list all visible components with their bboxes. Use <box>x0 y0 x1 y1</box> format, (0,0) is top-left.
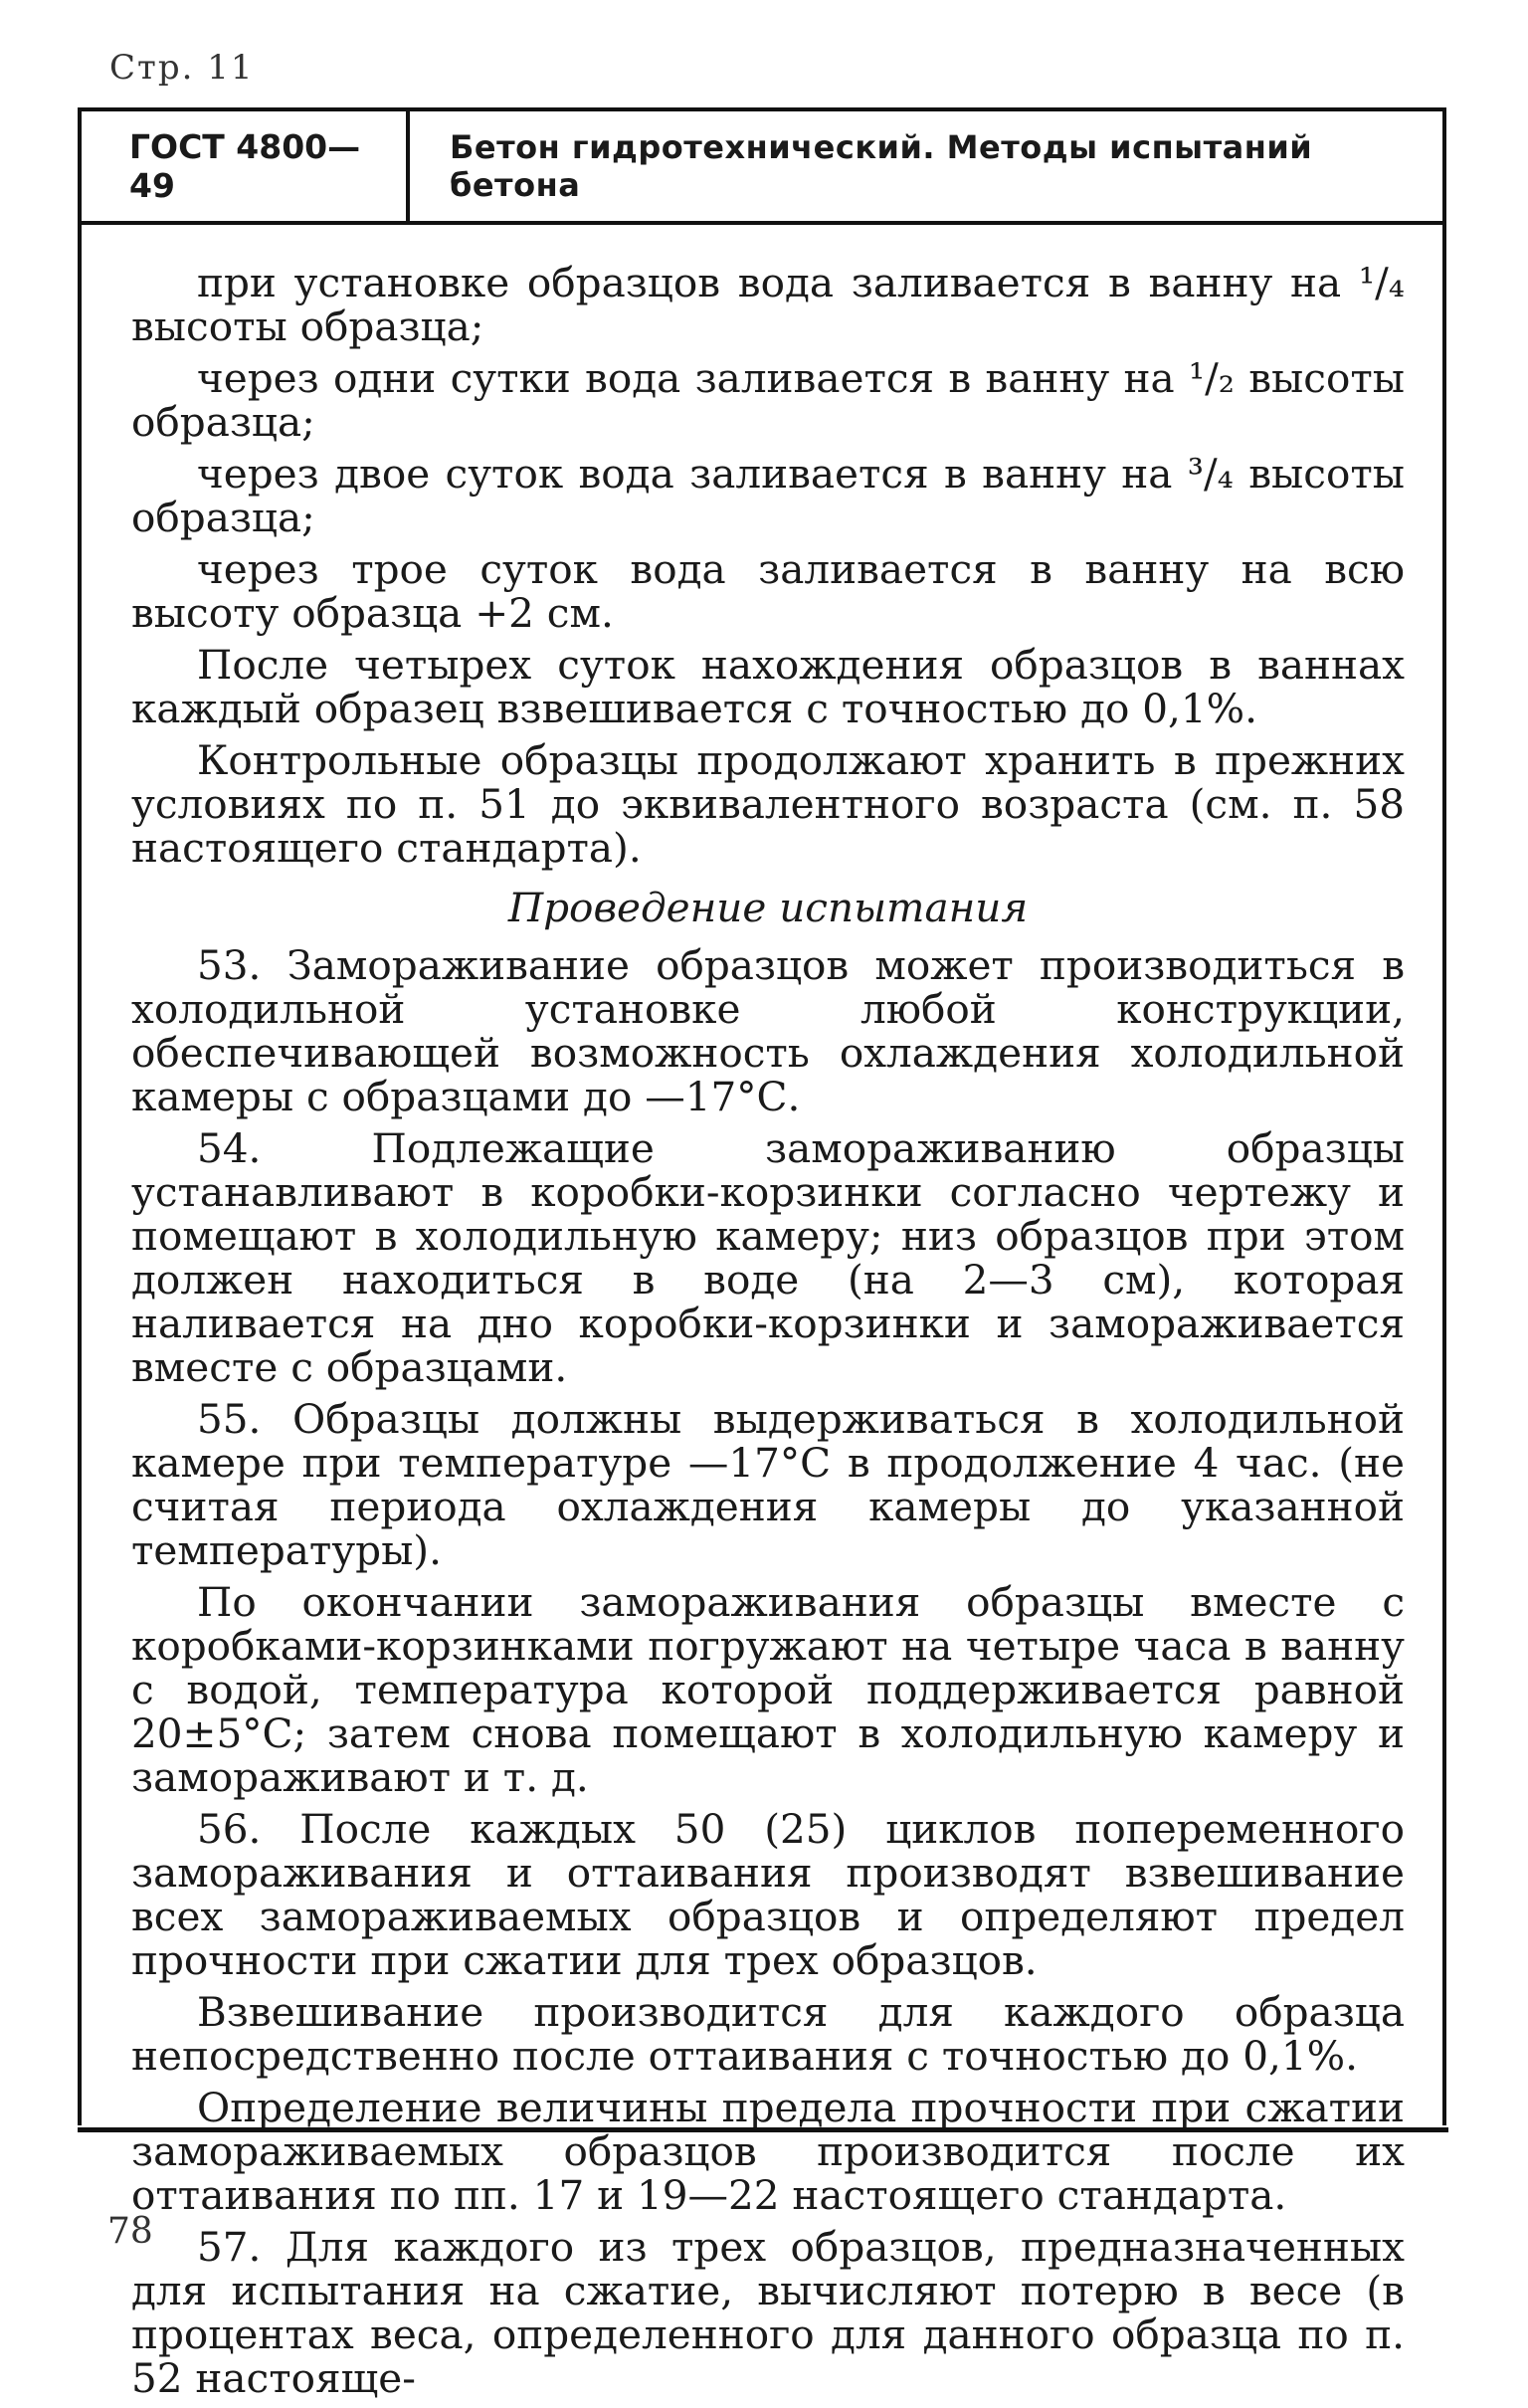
paragraph: Контрольные образцы продолжают хранить в прежних условиях по п. 51 до эквивалентного возраста (см. п. 58 настоящего стандарта). <box>131 736 1405 872</box>
document-title: Бетон гидротехнический. Методы испытаний бетона <box>450 128 1313 204</box>
page-label: Стр. 11 <box>109 48 255 88</box>
paragraph: при установке образцов вода заливается в ванну на ¹/₄ высоты образца; <box>131 259 1405 350</box>
paragraph: 57. Для каждого из трех образцов, предназначенных для испытания на сжатие, вычисляют потерю в весе (в процентах веса, определенного для данного образца по п. 52 настояще- <box>131 2223 1405 2402</box>
document-header <box>82 111 1442 225</box>
paragraph: через двое суток вода заливается в ванну на ³/₄ высоты образца; <box>131 450 1405 541</box>
paragraph: Определение величины предела прочности при сжатии замораживаемых образцов производится после их оттаивания по пп. 17 и 19—22 настоящего стандарта. <box>131 2084 1405 2219</box>
paragraph: 56. После каждых 50 (25) циклов попеременного замораживания и оттаивания производят взвешивание всех замораживаемых образцов и определяют предел прочности при сжатии для трех образцов. <box>131 1805 1405 1984</box>
body-text <box>131 261 1405 2408</box>
paragraph: После четырех суток нахождения образцов в ваннах каждый образец взвешивается с точностью до 0,1%. <box>131 641 1405 732</box>
paragraph: Взвешивание производится для каждого образца непосредственно после оттаивания с точностью до 0,1%. <box>131 1988 1405 2080</box>
paragraph: По окончании замораживания образцы вместе с коробками-корзинками погружают на четыре часа в ванну с водой, температура которой поддерживается равной 20±5°С; затем снова помещают в холодильную камеру и замораживают и т. д. <box>131 1578 1405 1801</box>
frame-bottom-rule <box>78 2127 1448 2132</box>
paragraph: 54. Подлежащие замораживанию образцы устанавливают в коробки-корзинки согласно чертежу и помещают в холодильную камеру; низ образцов при этом должен находиться в воде (на 2—3 см), которая наливается на дно коробки-корзинки и замораживается вместе с образцами. <box>131 1124 1405 1391</box>
section-title: Проведение испытания <box>507 884 1029 931</box>
paragraph: через трое суток вода заливается в ванну на всю высоту образца +2 см. <box>131 545 1405 637</box>
paragraph: 55. Образцы должны выдерживаться в холодильной камере при температуре —17°С в продолжение 4 час. (не считая периода охлаждения камеры до указанной температуры). <box>131 1395 1405 1574</box>
standard-code: ГОСТ 4800—49 <box>82 111 410 221</box>
page-number: 78 <box>107 2211 153 2252</box>
paragraph: через одни сутки вода заливается в ванну на ¹/₂ высоты образца; <box>131 354 1405 446</box>
paragraph: 53. Замораживание образцов может производиться в холодильной установке любой конструкции, обеспечивающей возможность охлаждения холодильной камеры с образцами до —17°С. <box>131 941 1405 1120</box>
